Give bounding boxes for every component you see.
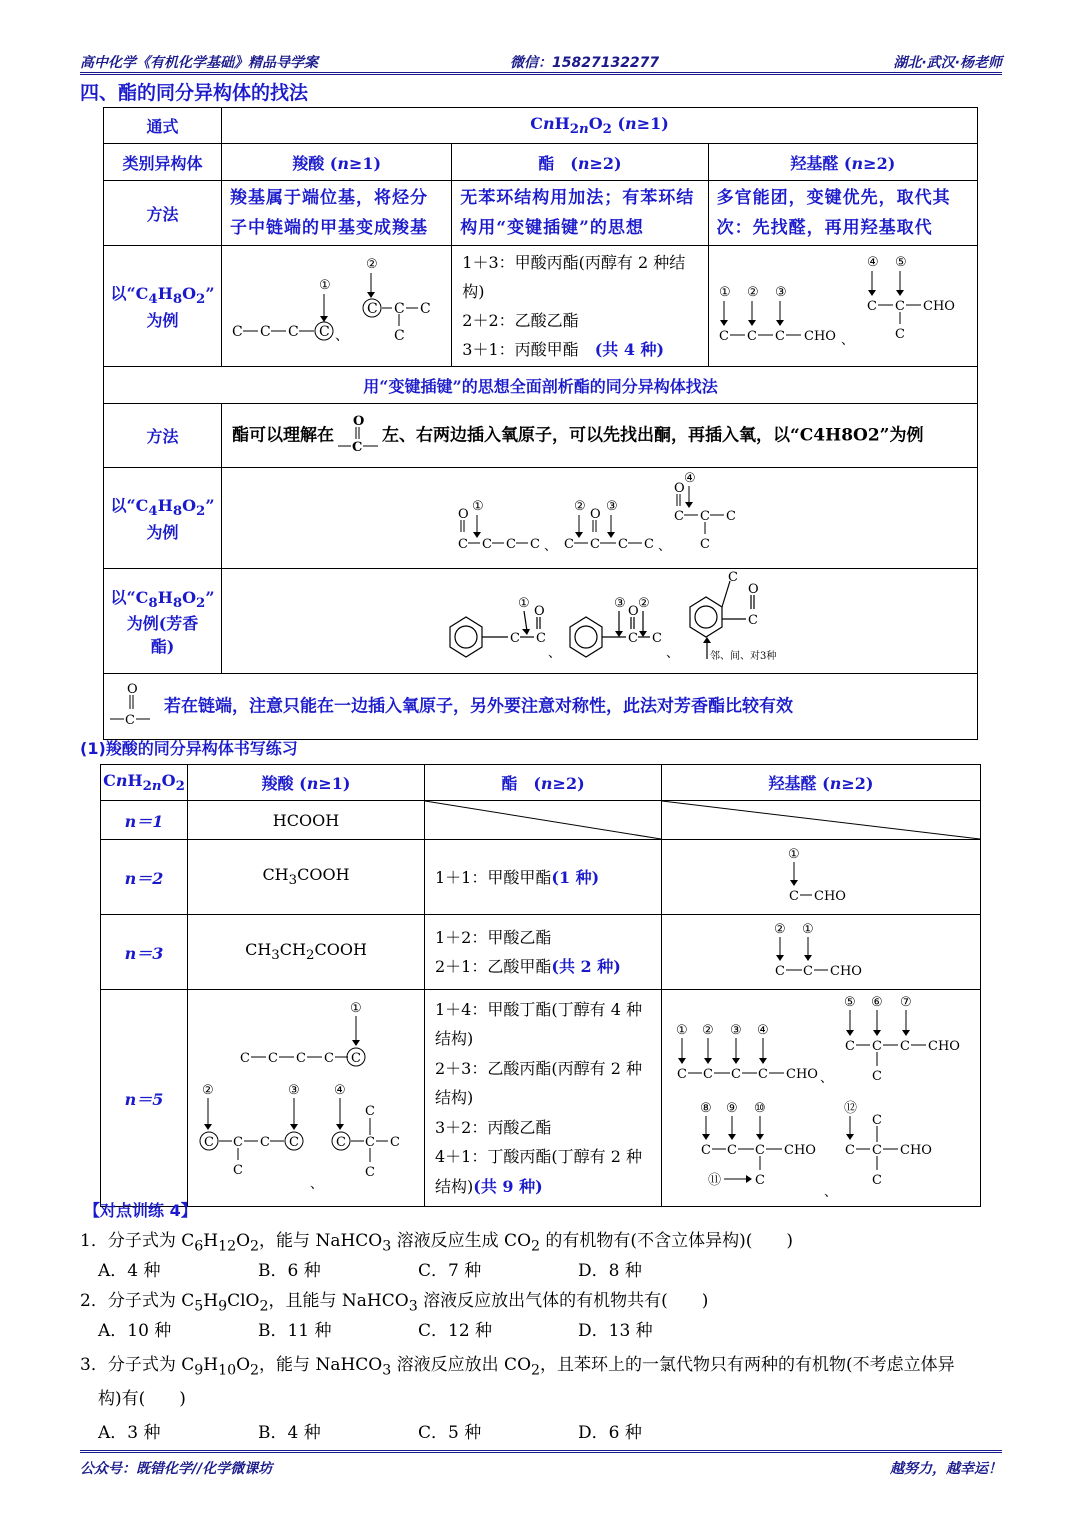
svg-text:C: C — [872, 1113, 882, 1128]
q1-option-c[interactable]: C．7 种 — [418, 1261, 482, 1281]
svg-text:、: 、 — [544, 539, 558, 554]
svg-text:C: C — [845, 1143, 855, 1158]
svg-text:②: ② — [702, 1023, 714, 1038]
t2-ester-total: (1 种) — [551, 867, 600, 887]
svg-text:O: O — [674, 481, 685, 496]
svg-text:C: C — [240, 1051, 250, 1066]
q1-option-a[interactable]: A．4 种 — [98, 1261, 161, 1281]
q1-option-b[interactable]: B．6 种 — [258, 1261, 321, 1281]
svg-text:②: ② — [638, 596, 650, 611]
svg-text:C: C — [789, 889, 799, 904]
svg-text:C: C — [872, 1143, 882, 1158]
svg-text:CHO: CHO — [922, 299, 955, 314]
svg-text:CHO: CHO — [786, 1067, 818, 1082]
t2-ester-total: (共 9 种) — [473, 1176, 543, 1196]
t2-h1: 羧酸 (n≥1) — [188, 765, 425, 801]
t1-formula: $CnH_{2n}O_2$ (n≥1) — [222, 108, 978, 144]
t2-aldehyde-cell — [662, 840, 981, 915]
t1-method-acid: 羧基属于端位基，将烃分子中链端的甲基变成羧基 — [222, 181, 452, 246]
svg-text:、: 、 — [840, 333, 854, 348]
svg-text:O: O — [748, 582, 759, 597]
t1-footnote-text: 若在链端，注意只能在一边插入氧原子，另外要注意对称性，此法对芳香酯比较有效 — [164, 696, 793, 716]
svg-text:C: C — [390, 1135, 400, 1150]
q3-option-c[interactable]: C．5 种 — [418, 1423, 482, 1443]
header-center: 微信：15827132277 — [510, 55, 660, 71]
t1-ester-line: 1＋3：甲酸丙酯(丙醇有 2 种结构) — [462, 253, 686, 301]
svg-text:C: C — [352, 439, 363, 455]
svg-text:⑥: ⑥ — [871, 995, 883, 1010]
aldehyde-c5-diagram — [662, 990, 980, 1202]
svg-text:C: C — [700, 509, 710, 524]
svg-text:C: C — [644, 537, 654, 552]
svg-text:⑦: ⑦ — [900, 995, 912, 1010]
svg-text:C: C — [755, 1173, 765, 1188]
t1-ester-list — [452, 246, 708, 367]
t1-method-2 — [222, 404, 978, 468]
svg-text:、: 、 — [824, 1185, 838, 1200]
svg-text:C: C — [268, 1051, 278, 1066]
t1-ester-total: (共 4 种) — [594, 340, 665, 359]
svg-text:②: ② — [202, 1083, 214, 1098]
svg-text:C: C — [700, 537, 710, 552]
t2-n-label: n＝1 — [101, 801, 188, 840]
question-2: 2．分子式为 $C_5H_9ClO_2$，且能与 NaHCO$_3$ 溶液反应放出气体的有机物共有( ) — [80, 1291, 709, 1315]
ester-method-table — [103, 107, 978, 740]
practice-table — [100, 764, 981, 1207]
svg-text:④: ④ — [757, 1023, 769, 1038]
question-3: 3．分子式为 $C_9H_{10}O_2$，能与 NaHCO$_3$ 溶液反应放出 $CO_2$，且苯环上的一氯代物只有两种的有机物(不考虑立体异 — [80, 1355, 955, 1379]
carbonyl-diagram — [334, 412, 382, 460]
svg-text:、: 、 — [548, 646, 562, 661]
t2-n-label: n＝5 — [101, 990, 188, 1207]
svg-text:①: ① — [802, 922, 814, 937]
svg-text:C: C — [536, 631, 546, 646]
svg-text:O: O — [353, 413, 365, 429]
ketone-insertion-diagram — [222, 468, 977, 564]
svg-text:C: C — [319, 324, 330, 340]
svg-text:①: ① — [718, 285, 731, 300]
t1-col-ester: 酯 (n≥2) — [452, 144, 708, 181]
diagonal-line — [425, 801, 661, 839]
t2-h0: $CnH_{2n}O_2$ — [101, 765, 188, 801]
svg-text:C: C — [746, 329, 757, 344]
svg-text:C: C — [260, 324, 271, 340]
t1-label-example-3: 以“$C_8H_8O_2$” 为例(芳香 酯) — [104, 569, 222, 674]
svg-text:O: O — [458, 507, 469, 522]
svg-text:C: C — [872, 1173, 882, 1188]
svg-text:①: ① — [350, 1001, 362, 1016]
t2-ester-cell: 1＋1：甲酸甲酯(1 种) — [425, 840, 662, 915]
svg-text:C: C — [365, 1104, 375, 1119]
t2-empty-ester — [425, 801, 662, 840]
svg-text:、: 、 — [820, 1071, 834, 1086]
svg-text:C: C — [336, 1135, 346, 1150]
svg-text:C: C — [894, 327, 905, 342]
svg-text:C: C — [204, 1135, 214, 1150]
t1-label-example-2: 以“$C_4H_8O_2$” 为例 — [104, 468, 222, 569]
t2-acid: $CH_3COOH$ — [188, 840, 425, 915]
t1-acid-structures — [222, 246, 452, 367]
svg-text:CHO: CHO — [928, 1039, 960, 1054]
q3-option-d[interactable]: D．6 种 — [578, 1423, 642, 1443]
t1-col-hydroxyaldehyde: 羟基醛 (n≥2) — [708, 144, 977, 181]
question-3-cont: 构)有( ) — [98, 1389, 186, 1409]
svg-text:C: C — [652, 631, 662, 646]
svg-text:⑤: ⑤ — [894, 255, 907, 270]
svg-text:O: O — [590, 507, 601, 522]
t2-ester-cell: 1＋4：甲酸丁酯(丁醇有 4 种结构) 2＋3：乙酸丙酯(丙醇有 2 种结构) 3＋2：丙酸乙酯 4＋1：丁酸丙酯(丁醇有 2 种结构)(共 9 种) — [425, 990, 662, 1207]
svg-text:③: ③ — [730, 1023, 742, 1038]
svg-text:C: C — [703, 1067, 713, 1082]
svg-text:C: C — [365, 1165, 375, 1180]
t1-label-method: 方法 — [104, 181, 222, 246]
svg-text:C: C — [674, 509, 684, 524]
t1-ester-line: 3＋1：丙酸甲酯 (共 4 种) — [462, 340, 665, 359]
svg-text:①: ① — [676, 1023, 688, 1038]
page-header — [80, 50, 1002, 75]
svg-text:②: ② — [366, 257, 378, 272]
svg-text:C: C — [289, 1135, 299, 1150]
footer-left: 公众号：既错化学//化学微课坊 — [80, 1461, 273, 1477]
q2-option-c[interactable]: C．12 种 — [418, 1321, 493, 1341]
t2-empty-aldehyde — [662, 801, 981, 840]
t1-method-ester: 无苯环结构用加法；有苯环结构用“变键插键”的思想 — [452, 181, 708, 246]
svg-text:④: ④ — [866, 255, 879, 270]
svg-text:C: C — [894, 299, 905, 314]
svg-text:C: C — [755, 1143, 765, 1158]
terminal-carbonyl-diagram — [104, 677, 164, 737]
svg-text:C: C — [677, 1067, 687, 1082]
t2-h2: 酯 (n≥2) — [425, 765, 662, 801]
svg-text:C: C — [233, 1135, 243, 1150]
t2-ester-cell: 1＋2：甲酸乙酯 2＋1：乙酸甲酯(共 2 种) — [425, 915, 662, 990]
svg-text:③: ③ — [606, 499, 618, 514]
svg-text:CHO: CHO — [830, 964, 862, 979]
svg-text:⑫: ⑫ — [844, 1101, 858, 1116]
q2-option-a[interactable]: A．10 种 — [98, 1321, 172, 1341]
aromatic-ester-diagram — [222, 569, 977, 669]
svg-text:③: ③ — [288, 1083, 300, 1098]
t2-acid: $CH_3CH_2COOH$ — [188, 915, 425, 990]
svg-text:C: C — [628, 631, 638, 646]
svg-text:C: C — [296, 1051, 306, 1066]
subsection-title: (1)羧酸的同分异构体书写练习 — [80, 739, 298, 758]
svg-text:C: C — [324, 1051, 334, 1066]
svg-text:①: ① — [788, 847, 800, 862]
svg-text:C: C — [394, 328, 405, 344]
question-1: 1．分子式为 $C_6H_{12}O_2$，能与 NaHCO$_3$ 溶液反应生成 $CO_2$ 的有机物有(不含立体异构)( ) — [80, 1231, 793, 1255]
svg-text:C: C — [774, 329, 785, 344]
svg-text:②: ② — [746, 285, 759, 300]
t1-label-class: 类别异构体 — [104, 144, 222, 181]
svg-text:⑨: ⑨ — [726, 1101, 738, 1116]
svg-text:C: C — [367, 301, 378, 317]
svg-text:⑤: ⑤ — [844, 995, 856, 1010]
svg-text:、: 、 — [666, 646, 680, 661]
t2-acid: HCOOH — [188, 801, 425, 840]
t1-method-2-a: 酯可以理解在 — [232, 425, 334, 445]
t1-col-acid: 羧酸 (n≥1) — [222, 144, 452, 181]
q3-option-a[interactable]: A．3 种 — [98, 1423, 161, 1443]
svg-text:⑪: ⑪ — [708, 1173, 722, 1188]
exercise-title: 【对点训练 4】 — [84, 1201, 197, 1220]
svg-text:C: C — [530, 537, 540, 552]
svg-text:CHO: CHO — [900, 1143, 932, 1158]
svg-text:C: C — [872, 1069, 882, 1084]
svg-text:C: C — [726, 509, 736, 524]
svg-text:C: C — [803, 964, 813, 979]
t1-label-example: 以“$C_4H_8O_2$” 为例 — [104, 246, 222, 367]
svg-text:C: C — [510, 631, 520, 646]
svg-text:O: O — [534, 604, 545, 619]
acid-chain-diagram — [222, 246, 450, 362]
svg-text:④: ④ — [684, 471, 696, 486]
svg-text:C: C — [394, 301, 405, 317]
svg-text:C: C — [775, 964, 785, 979]
q1-option-d[interactable]: D．8 种 — [578, 1261, 642, 1281]
diagonal-line — [662, 801, 980, 839]
svg-text:、: 、 — [335, 328, 349, 344]
svg-text:①: ① — [518, 596, 530, 611]
t2-n-label: n＝2 — [101, 840, 188, 915]
t1-aromatic-structures — [222, 569, 978, 674]
svg-text:O: O — [127, 681, 138, 697]
svg-text:、: 、 — [658, 539, 672, 554]
svg-text:C: C — [845, 1039, 855, 1054]
svg-text:④: ④ — [334, 1083, 346, 1098]
t1-method-hydroxyaldehyde: 多官能团，变键优先，取代其次：先找醛，再用羟基取代 — [708, 181, 977, 246]
svg-text:C: C — [718, 329, 729, 344]
header-right: 湖北·武汉·杨老师 — [893, 55, 1002, 71]
svg-text:③: ③ — [614, 596, 626, 611]
svg-text:C: C — [288, 324, 299, 340]
svg-text:C: C — [232, 324, 243, 340]
svg-text:C: C — [125, 712, 135, 728]
svg-text:C: C — [260, 1135, 270, 1150]
svg-text:C: C — [420, 301, 431, 317]
t1-footnote — [104, 674, 978, 740]
svg-text:①: ① — [472, 499, 484, 514]
svg-text:O: O — [628, 604, 639, 619]
svg-text:C: C — [564, 537, 574, 552]
section-title: 四、酯的同分异构体的找法 — [80, 82, 309, 104]
t2-aldehyde-cell — [662, 990, 981, 1207]
t1-ester-line: 2＋2：乙酸乙酯 — [462, 311, 579, 330]
svg-text:C: C — [866, 299, 877, 314]
svg-text:C: C — [872, 1039, 882, 1054]
t2-h3: 羟基醛 (n≥2) — [662, 765, 981, 801]
svg-text:C: C — [727, 1143, 737, 1158]
header-left: 高中化学《有机化学基础》精品导学案 — [80, 55, 318, 71]
q2-option-b[interactable]: B．11 种 — [258, 1321, 332, 1341]
t2-n-label: n＝3 — [101, 915, 188, 990]
svg-text:②: ② — [774, 922, 786, 937]
svg-text:C: C — [701, 1143, 711, 1158]
svg-text:CHO: CHO — [784, 1143, 816, 1158]
q3-option-b[interactable]: B．4 种 — [258, 1423, 321, 1443]
t1-hydroxyaldehyde-structures — [708, 246, 977, 367]
svg-text:⑩: ⑩ — [754, 1101, 766, 1116]
svg-text:C: C — [590, 537, 600, 552]
svg-text:C: C — [900, 1039, 910, 1054]
svg-text:⑧: ⑧ — [700, 1101, 712, 1116]
svg-text:C: C — [351, 1051, 361, 1066]
footer-right: 越努力，越幸运！ — [890, 1461, 1002, 1477]
q2-option-d[interactable]: D．13 种 — [578, 1321, 653, 1341]
svg-text:C: C — [731, 1067, 741, 1082]
t1-aromatic-note: 邻、间、对3种 — [710, 651, 777, 662]
t1-label-formula: 通式 — [104, 108, 222, 144]
acid-c5-diagram — [188, 990, 424, 1202]
t1-ketone-structures — [222, 468, 978, 569]
svg-text:CHO: CHO — [803, 329, 836, 344]
t2-aldehyde-cell — [662, 915, 981, 990]
svg-text:C: C — [458, 537, 468, 552]
page-footer — [80, 1450, 1002, 1477]
svg-text:C: C — [482, 537, 492, 552]
t1-method-2-b: 左、右两边插入氧原子，可以先找出酮，再插入氧，以“C4H8O2”为例 — [382, 425, 924, 445]
svg-text:C: C — [748, 613, 758, 628]
svg-text:②: ② — [574, 499, 586, 514]
svg-text:、: 、 — [310, 1177, 324, 1192]
svg-text:C: C — [728, 570, 738, 585]
svg-text:C: C — [758, 1067, 768, 1082]
svg-text:①: ① — [319, 278, 331, 293]
aldehyde-c2-diagram — [662, 840, 980, 910]
svg-text:③: ③ — [774, 285, 787, 300]
svg-text:CHO: CHO — [814, 889, 846, 904]
svg-text:C: C — [365, 1135, 375, 1150]
aldehyde-c3-diagram — [662, 915, 980, 985]
t2-ester-total: (共 2 种) — [551, 957, 621, 976]
svg-text:C: C — [233, 1163, 243, 1178]
hydroxyaldehyde-diagram — [709, 246, 977, 362]
t1-banner: 用“变键插键”的思想全面剖析酯的同分异构体找法 — [104, 367, 978, 404]
t1-label-method-2: 方法 — [104, 404, 222, 468]
svg-text:C: C — [618, 537, 628, 552]
svg-text:C: C — [506, 537, 516, 552]
t2-acid-structures — [188, 990, 425, 1207]
